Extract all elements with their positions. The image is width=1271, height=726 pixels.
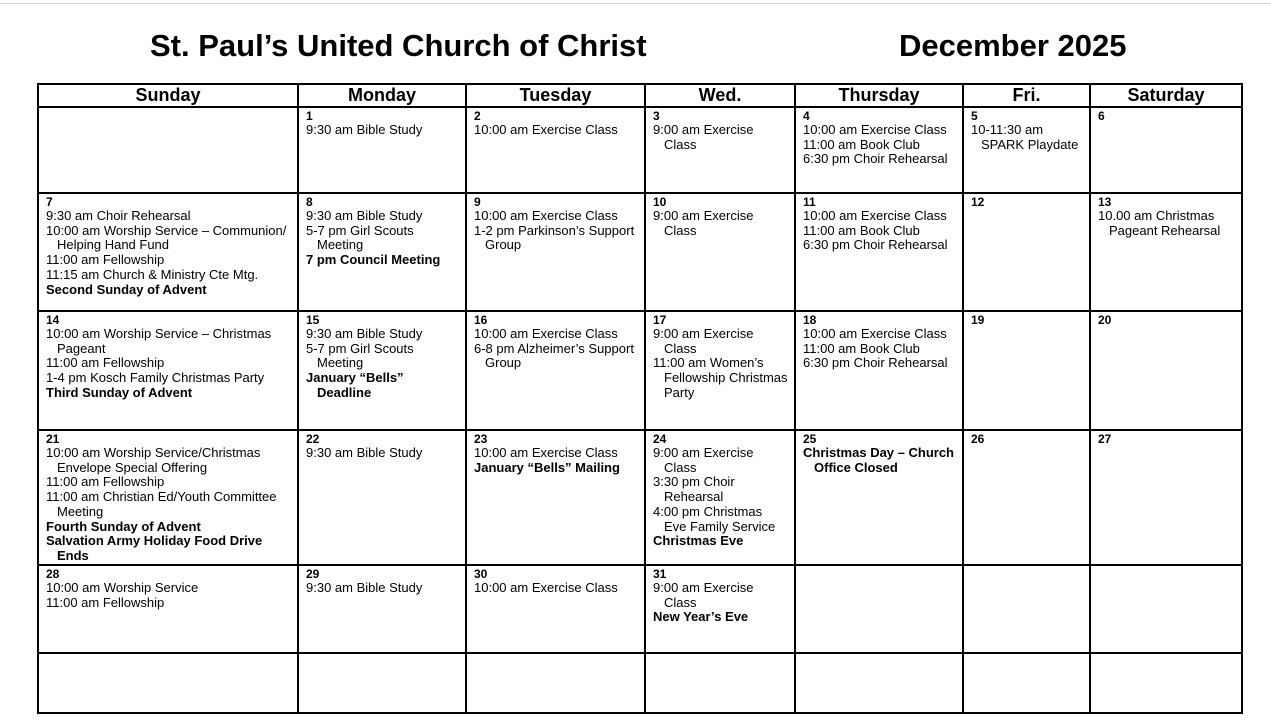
event-entry: 11:00 am Fellowship: [46, 474, 165, 490]
day-number: 31: [653, 567, 667, 581]
day-cell: [645, 193, 795, 311]
month-title: December 2025: [899, 28, 1127, 63]
weekday-saturday: Saturday: [1090, 84, 1242, 107]
event-entry: 11:00 am Fellowship: [46, 252, 165, 268]
day-cell: [38, 653, 298, 713]
event-entry: 5-7 pm Girl Scouts Meeting: [306, 340, 414, 371]
event-entry: 11:00 am Women’s Fellowship Christmas Party: [653, 355, 788, 400]
day-cell: [298, 565, 466, 653]
day-cell: [38, 311, 298, 430]
event-entry: 11:00 am Book Club: [803, 136, 920, 152]
event-entry: 9:00 am Exercise Class: [653, 122, 754, 152]
day-cell: [795, 565, 963, 653]
event-entry: 10:00 am Worship Service/Christmas Envelope Special Offering: [46, 445, 261, 475]
day-cell: [1090, 565, 1242, 653]
day-number: 7: [46, 195, 53, 209]
day-cell: [645, 430, 795, 565]
day-cell: [1090, 430, 1242, 565]
day-number: 1: [306, 109, 313, 123]
church-title: St. Paul’s United Church of Christ: [150, 28, 647, 63]
day-cell: [1090, 653, 1242, 713]
event-entry: 11:00 am Christian Ed/Youth Committee Meeting: [46, 489, 277, 519]
day-number: 24: [653, 432, 667, 446]
event-entry: 9:00 am Exercise Class: [653, 580, 754, 610]
event-entry: 10:00 am Worship Service – Communion/ Helping Hand Fund: [46, 222, 287, 253]
weekday-wednesday: Wed.: [645, 84, 795, 107]
event-entry: 11:00 am Fellowship: [46, 355, 165, 371]
day-cell: [795, 311, 963, 430]
day-cell: [963, 565, 1090, 653]
day-number: 20: [1098, 313, 1112, 327]
event-entry: 9:30 am Bible Study: [306, 326, 423, 341]
day-cell: [38, 430, 298, 565]
event-entry: 7 pm Council Meeting: [306, 252, 441, 268]
day-number: 27: [1098, 432, 1112, 446]
day-cell: [645, 311, 795, 430]
day-cell: [38, 565, 298, 653]
day-number: 2: [474, 109, 481, 123]
day-cell: [645, 107, 795, 193]
weekday-monday: Monday: [298, 84, 466, 107]
event-entry: 1-2 pm Parkinson’s Support Group: [474, 222, 635, 253]
day-cell: [466, 311, 645, 430]
day-number: 25: [803, 432, 817, 446]
event-entry: Christmas Eve: [653, 533, 744, 549]
event-entry: 9:30 am Bible Study: [306, 580, 423, 595]
week-row: [38, 430, 1242, 565]
day-cell: [1090, 193, 1242, 311]
weekday-thursday: Thursday: [795, 84, 963, 107]
day-number: 14: [46, 313, 60, 327]
event-entry: 10:00 am Exercise Class: [803, 326, 947, 341]
event-entry: 10-11:30 am: [971, 122, 1044, 137]
day-number: 11: [803, 195, 816, 209]
day-number: 23: [474, 432, 488, 446]
event-entry: 10:00 am Exercise Class: [474, 122, 618, 137]
event-entry: 6:30 pm Choir Rehearsal: [803, 237, 948, 253]
event-entry: Fourth Sunday of Advent: [46, 518, 201, 534]
day-cell: [645, 565, 795, 653]
day-number: 15: [306, 313, 320, 327]
day-number: 16: [474, 313, 488, 327]
event-entry: 11:15 am Church & Ministry Cte Mtg.: [46, 266, 259, 282]
event-entry: 9:30 am Bible Study: [306, 445, 423, 460]
event-entry: 1-4 pm Kosch Family Christmas Party: [46, 370, 265, 386]
day-cell: [963, 311, 1090, 430]
day-number: 28: [46, 567, 60, 581]
day-number: 5: [971, 109, 978, 123]
event-entry: 3:30 pm Choir Rehearsal: [653, 474, 735, 505]
week-row: [38, 193, 1242, 311]
event-entry: 4:00 pm Christmas Eve Family Service: [653, 503, 776, 534]
event-entry: Third Sunday of Advent: [46, 384, 193, 400]
event-entry: 10:00 am Exercise Class: [474, 208, 618, 223]
event-entry: 10.00 am Christmas Pageant Rehearsal: [1098, 208, 1221, 238]
day-cell: [963, 653, 1090, 713]
event-entry: Second Sunday of Advent: [46, 281, 207, 297]
day-number: 30: [474, 567, 488, 581]
event-entry: 11:00 am Book Club: [803, 340, 920, 356]
event-entry: 11:00 am Fellowship: [46, 594, 165, 610]
week-row: [38, 653, 1242, 713]
weekday-sunday: Sunday: [38, 84, 298, 107]
day-cell: [298, 653, 466, 713]
day-cell: [1090, 311, 1242, 430]
day-cell: [795, 193, 963, 311]
day-number: 19: [971, 313, 985, 327]
event-entry: 10:00 am Exercise Class: [803, 208, 947, 223]
day-number: 18: [803, 313, 817, 327]
event-entry: 10:00 am Exercise Class: [803, 122, 947, 137]
day-cell: [298, 430, 466, 565]
day-cell: [38, 107, 298, 193]
day-number: 9: [474, 195, 481, 209]
event-entry: 6:30 pm Choir Rehearsal: [803, 151, 948, 167]
day-cell: [298, 311, 466, 430]
weekday-header-row: [38, 84, 1242, 107]
day-cell: [466, 107, 645, 193]
event-entry: 9:30 am Bible Study: [306, 122, 423, 137]
day-cell: [645, 653, 795, 713]
event-entry: 9:30 am Choir Rehearsal: [46, 208, 191, 223]
week-row: [38, 565, 1242, 653]
weekday-tuesday: Tuesday: [466, 84, 645, 107]
day-number: 3: [653, 109, 660, 123]
event-entry: January “Bells” Mailing: [474, 459, 620, 475]
day-number: 17: [653, 313, 667, 327]
day-number: 4: [803, 109, 810, 123]
day-cell: [1090, 107, 1242, 193]
weekday-friday: Fri.: [963, 84, 1090, 107]
event-entry: 6-8 pm Alzheimer’s Support Group: [474, 340, 634, 371]
event-entry: 10:00 am Exercise Class: [474, 326, 618, 341]
day-cell: [298, 193, 466, 311]
event-entry: Salvation Army Holiday Food Drive Ends: [46, 533, 263, 563]
day-number: 21: [46, 432, 60, 446]
event-entry: 9:30 am Bible Study: [306, 208, 423, 223]
day-number: 13: [1098, 195, 1112, 209]
week-row: [38, 311, 1242, 430]
day-cell: [963, 430, 1090, 565]
day-cell: [795, 653, 963, 713]
event-entry: 10:00 am Worship Service: [46, 580, 199, 595]
event-entry: 6:30 pm Choir Rehearsal: [803, 355, 948, 371]
event-entry: 11:00 am Book Club: [803, 222, 920, 238]
day-number: 12: [971, 195, 985, 209]
day-cell: [795, 430, 963, 565]
day-number: 6: [1098, 109, 1105, 123]
day-cell: [298, 107, 466, 193]
event-entry: January “Bells” Deadline: [306, 370, 404, 400]
day-cell: [38, 193, 298, 311]
event-entry: 9:00 am Exercise Class: [653, 445, 754, 475]
day-number: 22: [306, 432, 320, 446]
event-entry: 10:00 am Exercise Class: [474, 445, 618, 460]
day-cell: [466, 565, 645, 653]
event-entry: 10:00 am Exercise Class: [474, 580, 618, 595]
event-entry: Christmas Day – Church Office Closed: [803, 445, 954, 475]
calendar-grid: [37, 83, 1243, 714]
event-entry: SPARK Playdate: [981, 136, 1079, 152]
event-entry: New Year’s Eve: [653, 609, 749, 625]
day-cell: [466, 193, 645, 311]
day-number: 29: [306, 567, 320, 581]
day-cell: [963, 107, 1090, 193]
day-cell: [466, 653, 645, 713]
page-top-rule: [0, 3, 1271, 4]
day-number: 8: [306, 195, 313, 209]
event-entry: 10:00 am Worship Service – Christmas Pageant: [46, 326, 272, 356]
event-entry: 9:00 am Exercise Class: [653, 208, 754, 238]
day-cell: [795, 107, 963, 193]
day-cell: [466, 430, 645, 565]
event-entry: 5-7 pm Girl Scouts Meeting: [306, 222, 414, 253]
event-entry: 9:00 am Exercise Class: [653, 326, 754, 356]
day-number: 10: [653, 195, 667, 209]
day-number: 26: [971, 432, 985, 446]
day-cell: [963, 193, 1090, 311]
week-row: [38, 107, 1242, 193]
